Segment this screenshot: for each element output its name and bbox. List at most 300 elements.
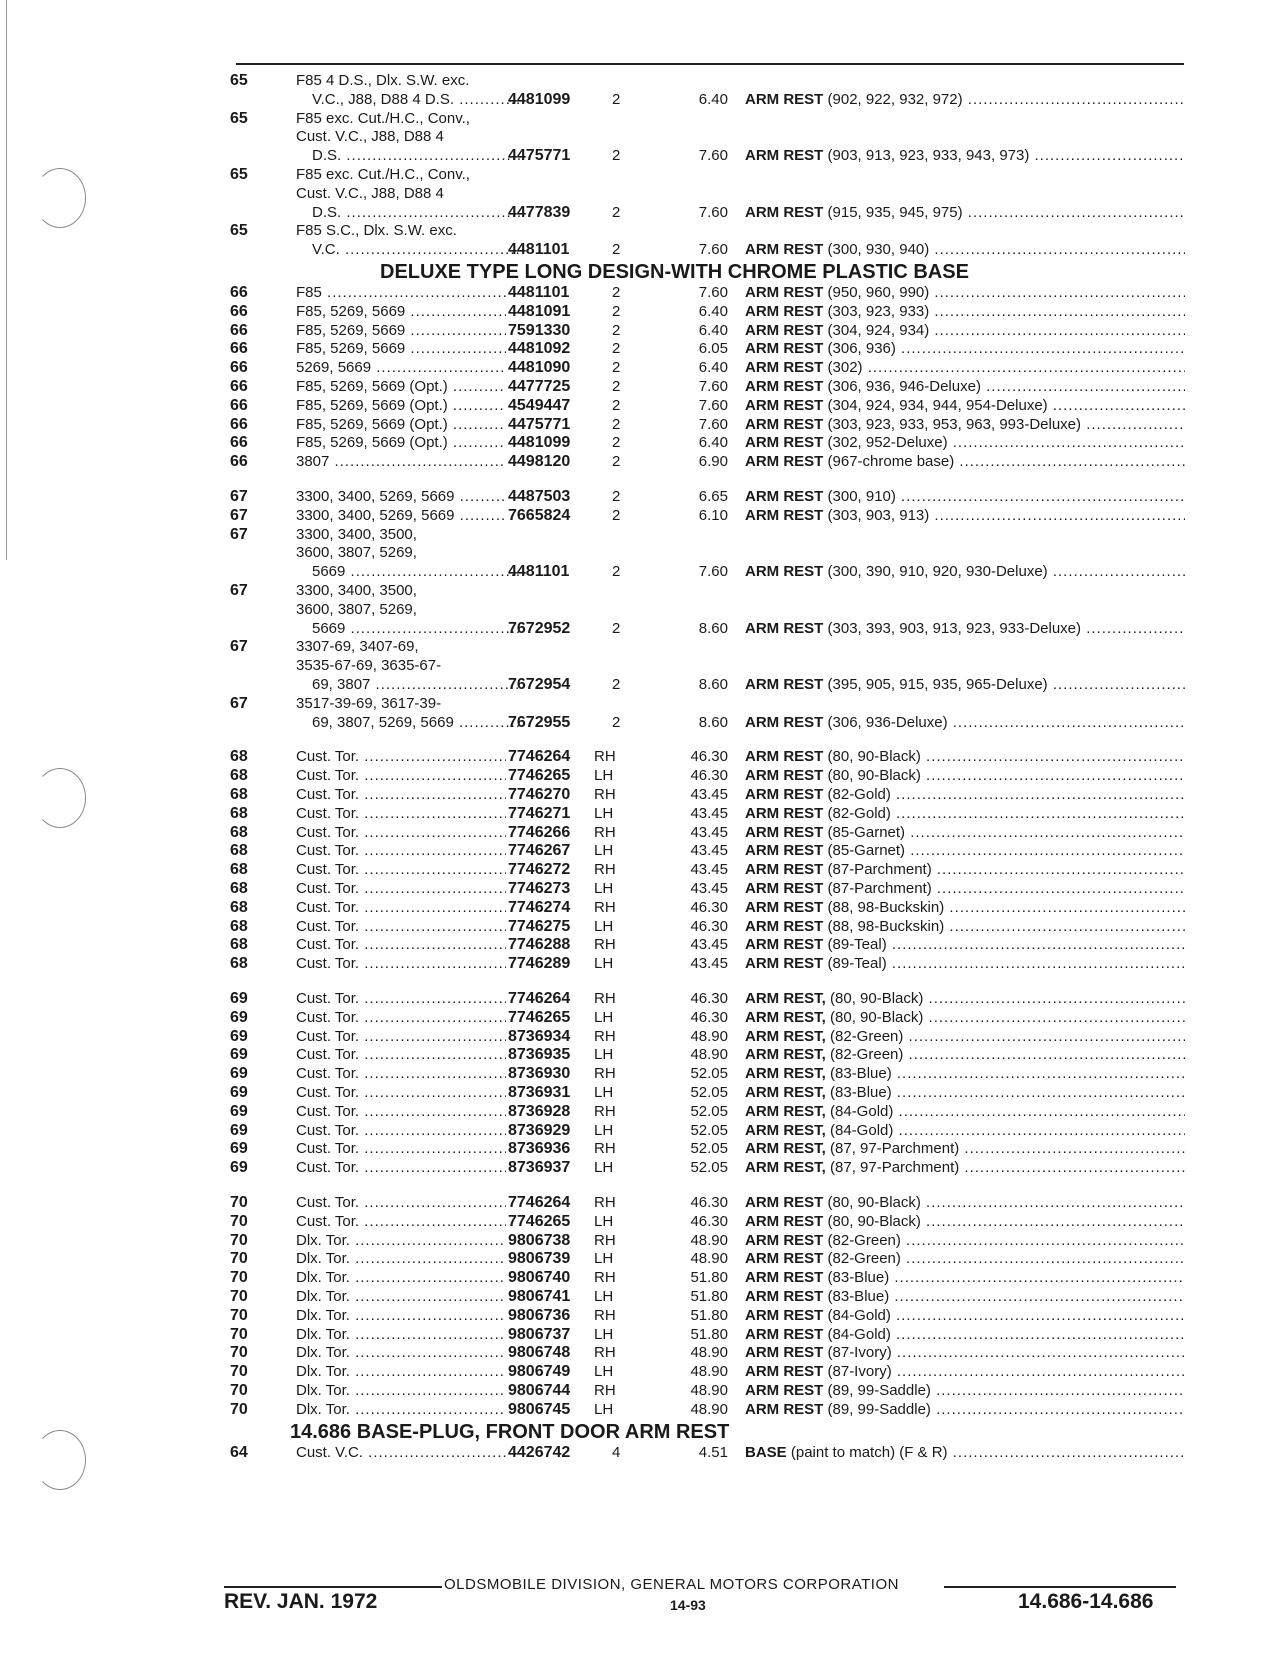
part-name-detail: (82-Gold)	[823, 786, 891, 803]
part-name-detail: (902, 922, 932, 972)	[823, 90, 963, 108]
part-name-detail: (82-Gold)	[823, 804, 891, 822]
description	[296, 990, 506, 1008]
description-text: Dlx. Tor.	[296, 1325, 350, 1343]
price: 52.05	[690, 1084, 728, 1101]
catalog-line	[0, 1401, 1281, 1419]
part-number: 8736935	[508, 1046, 571, 1064]
part-name	[745, 990, 1185, 1008]
description	[296, 955, 506, 973]
part-number: 4549447	[508, 396, 571, 414]
part-number: 7746272	[508, 861, 571, 879]
part-name-bold: ARM REST	[745, 415, 824, 433]
part-name-bold: ARM REST	[745, 147, 824, 165]
part-name-detail: (967-chrome base)	[823, 453, 955, 471]
part-number: 8736936	[508, 1140, 571, 1158]
price: 8.60	[698, 619, 728, 637]
description-line: 3600, 3807, 5269,	[296, 600, 417, 618]
description	[296, 507, 506, 525]
part-name-bold: ARM REST	[745, 302, 824, 320]
catalog-line	[0, 1250, 1281, 1268]
part-number: 8736937	[508, 1159, 571, 1177]
part-name-bold: ARM REST	[745, 713, 824, 731]
part-name-detail: (306, 936)	[823, 340, 896, 358]
description	[312, 241, 522, 259]
part-name-bold: ARM REST,	[745, 1121, 826, 1139]
figure-number: 69	[230, 1046, 248, 1064]
part-name	[745, 1213, 1185, 1231]
catalog-line	[0, 861, 1281, 879]
part-name	[745, 1307, 1185, 1325]
catalog-line	[0, 397, 1281, 415]
part-name-detail: (303, 903, 913)	[823, 506, 930, 524]
part-name-bold: ARM REST	[745, 90, 824, 108]
price: 7.60	[698, 241, 728, 259]
part-name-detail: (83-Blue)	[823, 1269, 890, 1287]
part-name	[745, 1401, 1185, 1419]
catalog-line	[0, 378, 1281, 396]
description-text: Cust. Tor.	[296, 1194, 360, 1211]
description-text: Dlx. Tor.	[296, 1231, 350, 1249]
description-text: 69, 3807	[312, 676, 371, 693]
part-name-detail: (84-Gold)	[823, 1325, 891, 1343]
catalog-line	[0, 507, 1281, 525]
description	[312, 563, 522, 581]
description	[296, 1122, 506, 1140]
catalog-line	[0, 1444, 1281, 1462]
figure-number: 67	[230, 488, 248, 505]
description-text: Cust. Tor.	[296, 880, 360, 897]
description-line: 3600, 3807, 5269,	[296, 544, 417, 562]
catalog-line	[0, 990, 1281, 1008]
quantity: 2	[612, 506, 621, 524]
part-name-bold: ARM REST	[745, 506, 824, 524]
part-number: 8736929	[508, 1121, 571, 1139]
description-text: Cust. Tor.	[296, 1084, 360, 1101]
description-line: 3307-69, 3407-69,	[296, 638, 419, 656]
price: 51.80	[690, 1288, 728, 1305]
figure-number: 65	[230, 72, 248, 89]
catalog-line	[0, 638, 1281, 656]
side: LH	[594, 1325, 614, 1343]
catalog-line	[0, 1269, 1281, 1287]
figure-number: 69	[230, 1102, 248, 1120]
figure-number: 70	[230, 1269, 248, 1287]
part-name-bold: ARM REST	[745, 676, 824, 693]
part-name-detail: (83-Blue)	[825, 1065, 892, 1083]
price: 7.60	[698, 203, 728, 221]
part-name	[745, 899, 1185, 917]
price: 6.40	[698, 90, 728, 108]
price: 46.30	[690, 1008, 728, 1026]
description	[296, 805, 506, 823]
catalog-line	[0, 767, 1281, 785]
catalog-line	[0, 1084, 1281, 1102]
price: 48.90	[690, 1250, 728, 1268]
description	[296, 397, 506, 415]
part-name-bold: ARM REST,	[745, 1159, 826, 1177]
part-name	[745, 241, 1185, 259]
part-name	[745, 824, 1185, 842]
part-name-bold: ARM REST	[745, 203, 824, 221]
side: LH	[594, 1212, 614, 1230]
figure-number: 70	[230, 1363, 248, 1381]
part-name-bold: ARM REST,	[745, 990, 826, 1007]
part-name	[745, 1140, 1185, 1158]
part-name-detail: (85-Garnet)	[823, 823, 906, 841]
description	[296, 1194, 506, 1212]
description-line: 3535-67-69, 3635-67-	[296, 657, 442, 675]
part-name-detail: (903, 913, 923, 933, 943, 973)	[823, 147, 1030, 165]
description-text: Dlx. Tor.	[296, 1250, 350, 1268]
part-name	[745, 284, 1185, 302]
catalog-line	[0, 918, 1281, 936]
description-text: Cust. Tor.	[296, 861, 360, 879]
figure-number: 70	[230, 1400, 248, 1418]
part-name-bold: ARM REST	[745, 563, 824, 581]
quantity: 2	[612, 434, 621, 452]
price: 46.30	[690, 767, 728, 785]
part-name	[745, 340, 1185, 358]
side: LH	[594, 1363, 614, 1381]
part-number: 4481092	[508, 340, 571, 358]
part-name-bold: ARM REST	[745, 488, 824, 505]
part-number: 4477839	[508, 203, 571, 221]
part-number: 4487503	[508, 488, 571, 505]
description	[296, 1103, 506, 1121]
part-name-bold: ARM REST	[745, 619, 824, 637]
description-text: Cust. Tor.	[296, 1140, 360, 1158]
side: RH	[594, 990, 616, 1007]
part-name-detail: (80, 90-Black)	[823, 1212, 921, 1230]
figure-number: 68	[230, 880, 248, 897]
description	[312, 676, 522, 694]
part-name	[745, 1382, 1185, 1400]
description-text: Dlx. Tor.	[296, 1382, 350, 1399]
description-text: Dlx. Tor.	[296, 1288, 350, 1305]
description-line: 3517-39-69, 3617-39-	[296, 694, 442, 712]
catalog-line	[0, 936, 1281, 954]
quantity: 2	[612, 415, 621, 433]
figure-number: 68	[230, 898, 248, 916]
figure-number: 66	[230, 434, 248, 452]
part-name	[745, 1103, 1185, 1121]
part-number: 4481101	[508, 241, 570, 259]
description-text: Cust. V.C.	[296, 1443, 363, 1461]
part-name-bold: ARM REST	[745, 955, 824, 973]
description-text: Cust. Tor.	[296, 1027, 360, 1045]
description-text: Cust. Tor.	[296, 1159, 360, 1177]
part-name-detail: (302, 952-Deluxe)	[823, 434, 948, 452]
part-name	[745, 1159, 1185, 1177]
catalog-line	[0, 359, 1281, 377]
description-text: Dlx. Tor.	[296, 1344, 350, 1362]
catalog-line	[0, 340, 1281, 358]
figure-number: 69	[230, 1008, 248, 1026]
part-name	[745, 1046, 1185, 1064]
part-name-bold: ARM REST	[745, 284, 824, 301]
part-name-bold: ARM REST	[745, 823, 824, 841]
section-heading: 14.686 BASE-PLUG, FRONT DOOR ARM REST	[290, 1420, 730, 1443]
figure-number: 65	[230, 109, 248, 127]
description	[296, 1326, 506, 1344]
part-name	[745, 416, 1185, 434]
price: 8.60	[698, 676, 728, 693]
catalog-line	[0, 563, 1281, 581]
side: LH	[594, 880, 614, 897]
figure-number: 68	[230, 748, 248, 766]
catalog-line	[0, 1065, 1281, 1083]
price: 43.45	[690, 936, 728, 954]
side: RH	[594, 1306, 616, 1324]
part-number: 9806739	[508, 1250, 571, 1268]
description	[296, 303, 506, 321]
figure-number: 67	[230, 525, 248, 543]
description-text: 3300, 3400, 5269, 5669	[296, 488, 455, 505]
part-name-bold: ARM REST,	[745, 1084, 826, 1101]
description	[296, 1363, 506, 1381]
part-number: 7746264	[508, 1194, 571, 1211]
quantity: 2	[612, 453, 621, 471]
description-text: V.C., J88, D88 4 D.S.	[312, 90, 455, 108]
part-number: 7746275	[508, 917, 571, 935]
figure-number: 68	[230, 786, 248, 803]
description	[296, 1065, 506, 1083]
description	[296, 416, 506, 434]
side: RH	[594, 1140, 616, 1158]
description	[296, 1344, 506, 1362]
part-name	[745, 507, 1185, 525]
part-name-bold: ARM REST	[745, 804, 824, 822]
quantity: 4	[612, 1443, 621, 1461]
description-line: F85 exc. Cut./H.C., Conv.,	[296, 109, 470, 127]
part-name-bold: ARM REST	[745, 378, 824, 395]
part-name-bold: ARM REST	[745, 767, 824, 785]
quantity: 2	[612, 147, 621, 165]
part-name	[745, 397, 1185, 415]
catalog-line	[0, 544, 1281, 562]
description	[296, 1382, 506, 1400]
description	[296, 767, 506, 785]
price: 52.05	[690, 1159, 728, 1177]
description-text: D.S.	[312, 203, 342, 221]
catalog-line	[0, 657, 1281, 675]
description	[296, 899, 506, 917]
part-number: 7746273	[508, 880, 571, 897]
part-name-detail: (89, 99-Saddle)	[823, 1400, 931, 1418]
description	[296, 1028, 506, 1046]
part-name	[745, 767, 1185, 785]
catalog-line	[0, 714, 1281, 732]
figure-number: 66	[230, 284, 248, 301]
description	[312, 620, 522, 638]
part-name	[745, 918, 1185, 936]
price: 48.90	[690, 1344, 728, 1362]
price: 51.80	[690, 1306, 728, 1324]
figure-number: 65	[230, 166, 248, 183]
part-name	[745, 453, 1185, 471]
part-number: 7746289	[508, 955, 571, 973]
quantity: 2	[612, 713, 621, 731]
description	[296, 359, 506, 377]
part-number: 7746267	[508, 842, 571, 860]
catalog-line	[0, 488, 1281, 506]
description	[296, 1232, 506, 1250]
figure-number: 69	[230, 1140, 248, 1158]
part-name	[745, 1444, 1185, 1462]
description-text: Cust. Tor.	[296, 936, 360, 954]
part-name-detail: (80, 90-Black)	[823, 748, 921, 766]
figure-number: 69	[230, 1027, 248, 1045]
description-text: Dlx. Tor.	[296, 1306, 350, 1324]
price: 48.90	[690, 1046, 728, 1064]
figure-number: 66	[230, 359, 248, 377]
side: LH	[594, 1288, 614, 1305]
part-name	[745, 303, 1185, 321]
catalog-line	[0, 322, 1281, 340]
catalog-line	[0, 222, 1281, 240]
quantity: 2	[612, 284, 621, 301]
part-name-bold: ARM REST	[745, 340, 824, 358]
part-name-bold: ARM REST	[745, 1325, 824, 1343]
side: RH	[594, 936, 616, 954]
description	[296, 824, 506, 842]
description	[296, 918, 506, 936]
price: 4.51	[698, 1443, 728, 1461]
price: 7.60	[698, 396, 728, 414]
price: 6.05	[698, 340, 728, 358]
part-number: 4426742	[508, 1443, 571, 1461]
side: LH	[594, 1159, 614, 1177]
part-name-bold: ARM REST	[745, 786, 824, 803]
part-name	[745, 1122, 1185, 1140]
part-name-bold: ARM REST	[745, 453, 824, 471]
part-name-detail: (87-Ivory)	[823, 1344, 892, 1362]
price: 46.30	[690, 990, 728, 1007]
figure-number: 68	[230, 861, 248, 879]
description-text: F85, 5269, 5669	[296, 321, 406, 339]
footer-group-range: 14.686-14.686	[1018, 1590, 1154, 1613]
figure-number: 70	[230, 1325, 248, 1343]
figure-number: 70	[230, 1231, 248, 1249]
part-number: 9806744	[508, 1382, 571, 1399]
part-name-detail: (300, 910)	[823, 488, 896, 505]
side: LH	[594, 1046, 614, 1064]
description	[296, 880, 506, 898]
description-text: 3807	[296, 453, 330, 471]
description-text: Dlx. Tor.	[296, 1400, 350, 1418]
part-name-bold: ARM REST	[745, 861, 824, 879]
description-text: 3300, 3400, 5269, 5669	[296, 506, 455, 524]
description	[296, 1269, 506, 1287]
catalog-line	[0, 899, 1281, 917]
part-number: 4477725	[508, 378, 571, 395]
part-name-detail: (82-Green)	[823, 1231, 901, 1249]
description-text: Cust. Tor.	[296, 748, 360, 766]
quantity: 2	[612, 378, 621, 395]
part-number: 8736934	[508, 1027, 571, 1045]
price: 43.45	[690, 842, 728, 860]
description	[296, 842, 506, 860]
figure-number: 69	[230, 1084, 248, 1101]
part-name	[745, 1232, 1185, 1250]
price: 6.90	[698, 453, 728, 471]
part-number: 7746288	[508, 936, 571, 954]
description-text: Cust. Tor.	[296, 898, 360, 916]
part-name-bold: ARM REST	[745, 880, 824, 897]
part-name	[745, 91, 1185, 109]
part-name-bold: ARM REST	[745, 321, 824, 339]
figure-number: 64	[230, 1443, 248, 1461]
description	[296, 1140, 506, 1158]
price: 6.65	[698, 488, 728, 505]
part-name	[745, 1065, 1185, 1083]
price: 48.90	[690, 1027, 728, 1045]
top-rule	[236, 63, 1184, 65]
part-number: 9806736	[508, 1306, 571, 1324]
price: 48.90	[690, 1363, 728, 1381]
part-number: 4481101	[508, 563, 570, 581]
part-name-detail: (304, 924, 934)	[823, 321, 930, 339]
catalog-line	[0, 1363, 1281, 1381]
description-text: Dlx. Tor.	[296, 1269, 350, 1287]
quantity: 2	[612, 488, 621, 505]
description	[296, 1046, 506, 1064]
part-name-bold: ARM REST,	[745, 1008, 826, 1026]
description-text: Cust. Tor.	[296, 1102, 360, 1120]
figure-number: 66	[230, 340, 248, 358]
description-text: Cust. Tor.	[296, 804, 360, 822]
price: 6.40	[698, 359, 728, 377]
figure-number: 68	[230, 936, 248, 954]
description-text: Dlx. Tor.	[296, 1363, 350, 1381]
side: LH	[594, 955, 614, 973]
figure-number: 70	[230, 1344, 248, 1362]
description	[296, 1084, 506, 1102]
catalog-line	[0, 434, 1281, 452]
figure-number: 69	[230, 1159, 248, 1177]
description	[296, 861, 506, 879]
catalog-line	[0, 185, 1281, 203]
description	[296, 1288, 506, 1306]
part-number: 7591330	[508, 321, 571, 339]
part-number: 4481099	[508, 434, 571, 452]
description-text: F85, 5269, 5669 (Opt.)	[296, 378, 448, 395]
part-name	[745, 1363, 1185, 1381]
price: 46.30	[690, 898, 728, 916]
part-name-detail: (950, 960, 990)	[823, 284, 930, 301]
description-text: F85, 5269, 5669 (Opt.)	[296, 396, 448, 414]
figure-number: 66	[230, 378, 248, 395]
part-name	[745, 861, 1185, 879]
part-name	[745, 786, 1185, 804]
price: 6.40	[698, 321, 728, 339]
section-heading: DELUXE TYPE LONG DESIGN-WITH CHROME PLASTIC BASE	[380, 261, 969, 283]
price: 43.45	[690, 786, 728, 803]
part-name-detail: (89-Teal)	[823, 955, 887, 973]
part-name-detail: (302)	[823, 359, 863, 377]
catalog-line	[0, 805, 1281, 823]
description-line: Cust. V.C., J88, D88 4	[296, 184, 444, 202]
figure-number: 69	[230, 1121, 248, 1139]
catalog-line	[0, 72, 1281, 90]
description	[312, 204, 522, 222]
figure-number: 70	[230, 1382, 248, 1399]
description-text: Cust. Tor.	[296, 842, 360, 860]
part-name-bold: ARM REST	[745, 241, 824, 259]
part-name-bold: ARM REST	[745, 396, 824, 414]
part-name-detail: (89, 99-Saddle)	[823, 1382, 931, 1399]
price: 43.45	[690, 804, 728, 822]
